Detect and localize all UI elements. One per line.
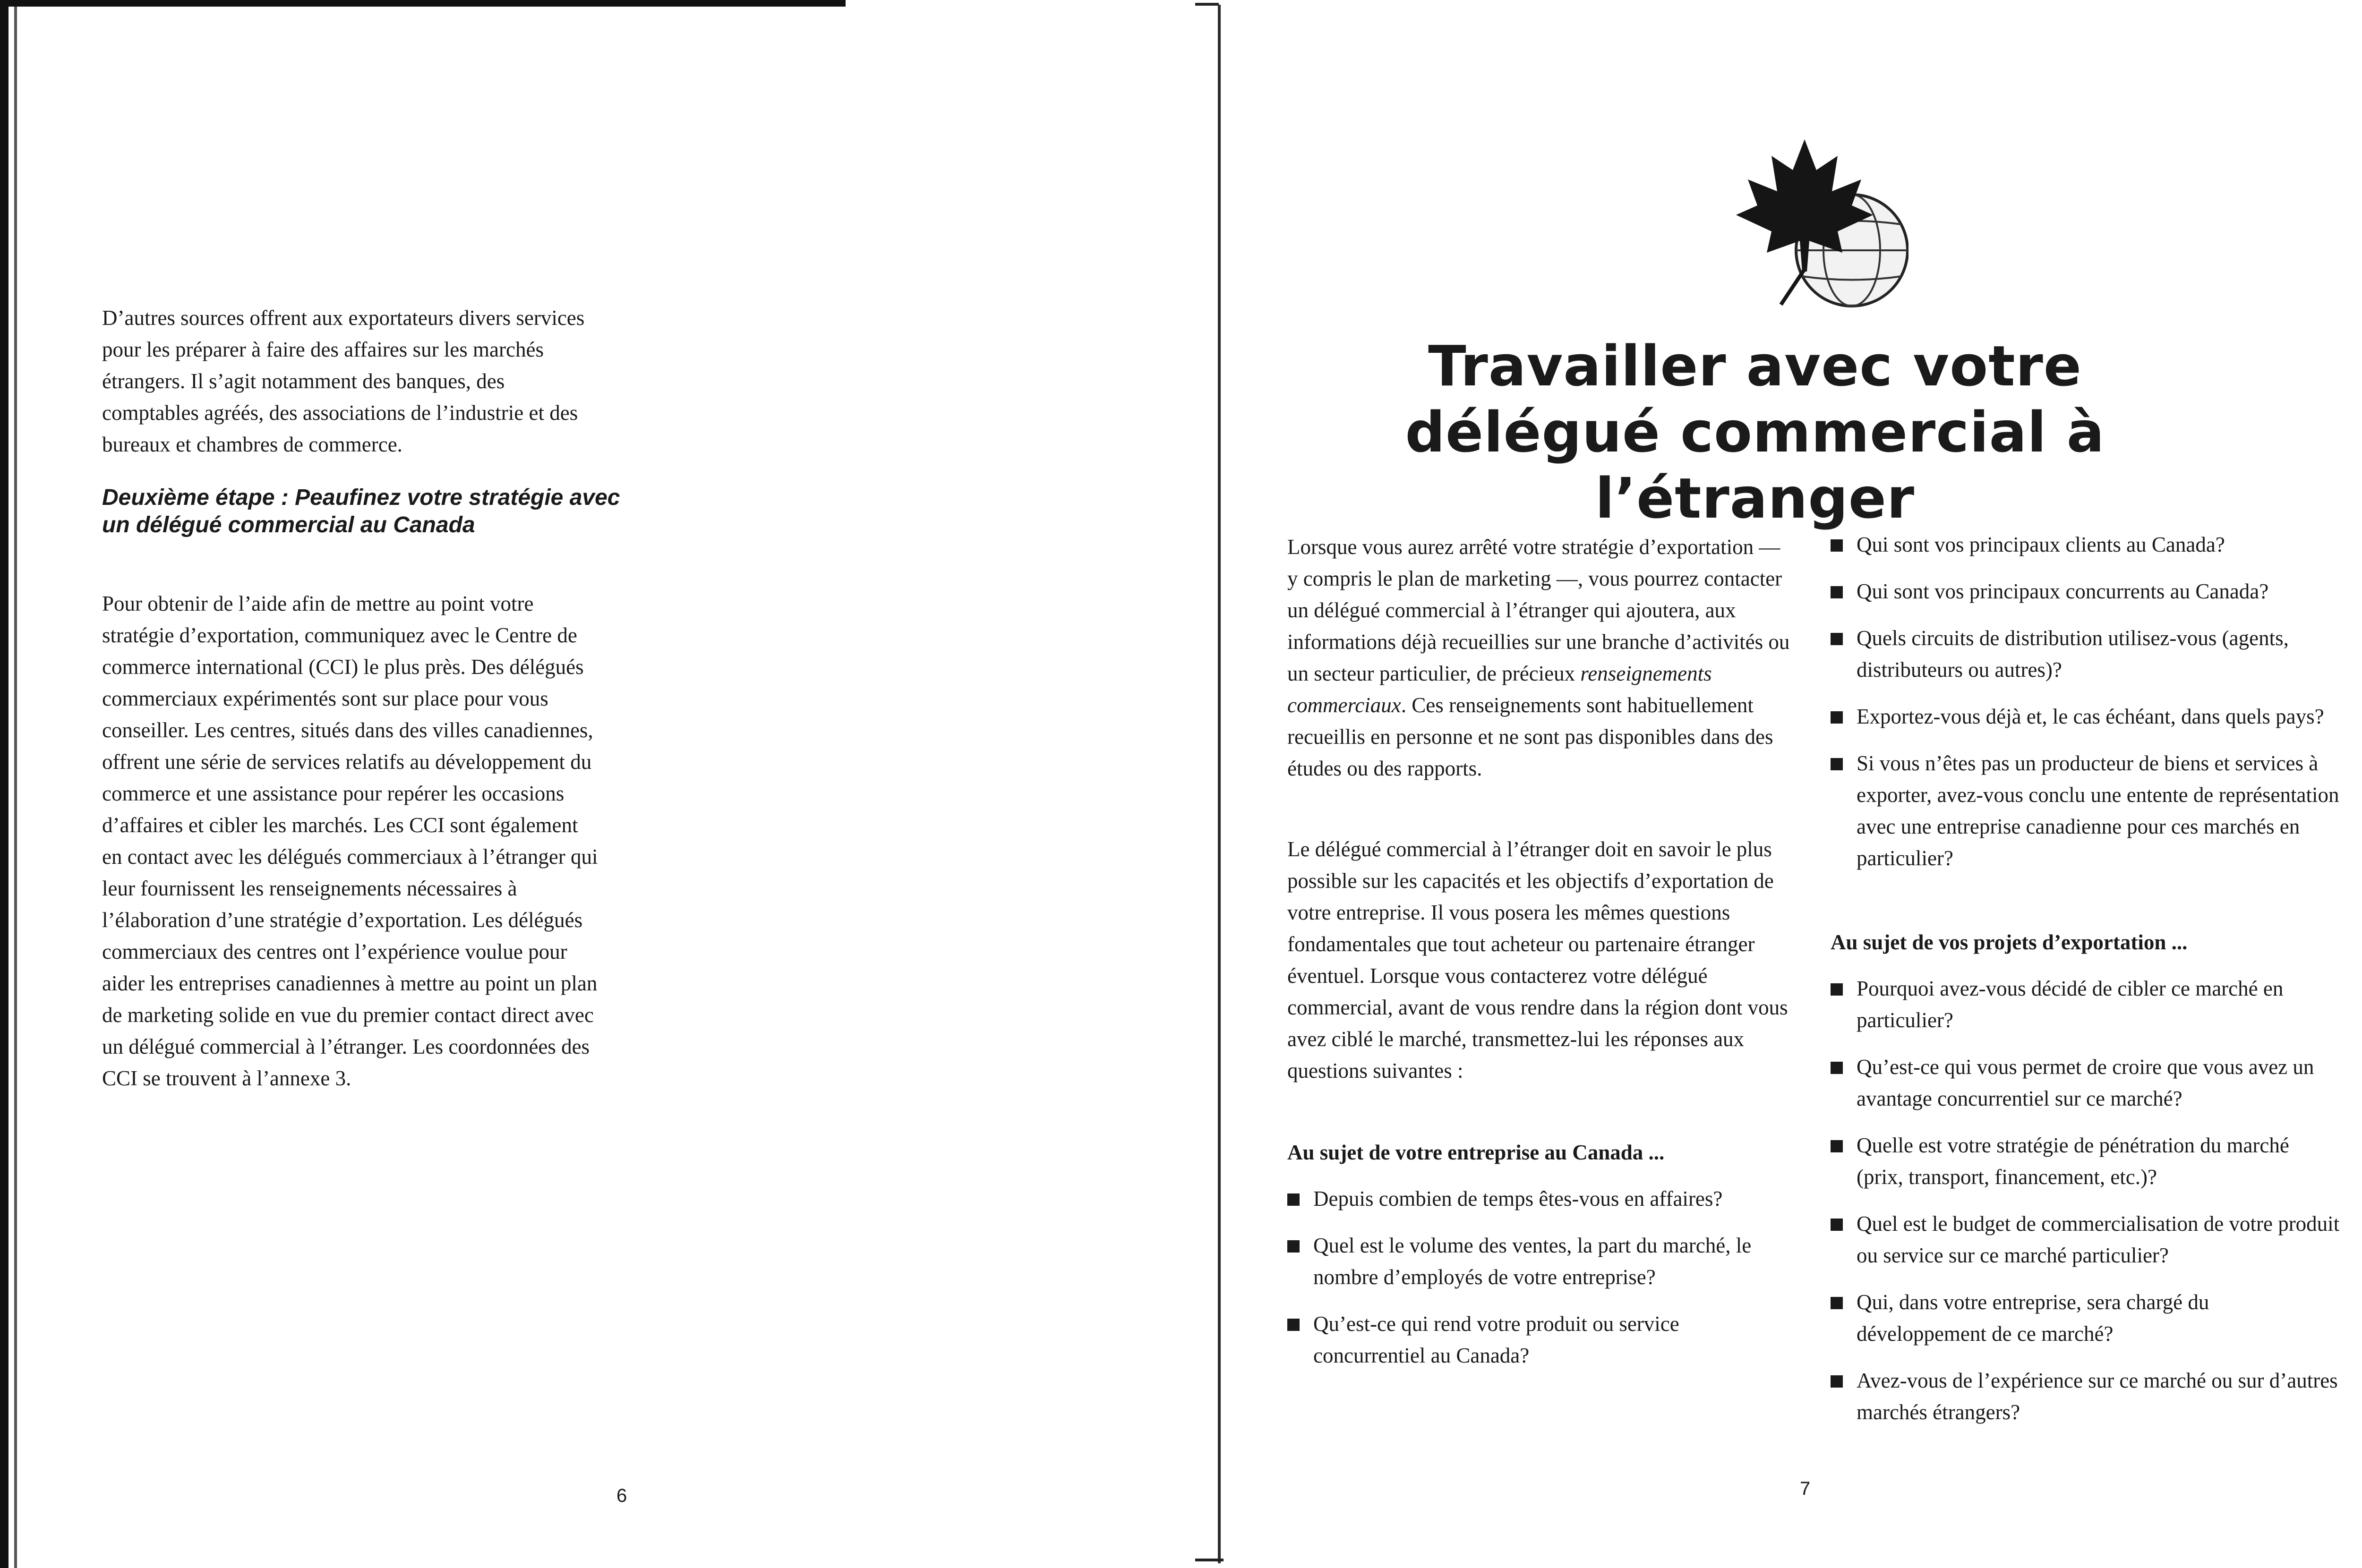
step-heading: Deuxième étape : Peaufinez votre stratégie avec un délégué commercial au Canada: [102, 485, 620, 537]
intro-text-start: Lorsque vous aurez arrêté votre stratégie d’exportation — y compris le plan de marketing —, vous pourrez contacter un délégué commercial à l’étranger qui ajoutera, aux informations déjà recueillies sur une branche d’activités ou un secteur particulier, de précieux: [1287, 535, 1790, 685]
export-plans-list: [1831, 973, 2341, 1443]
gutter-top-mark: [1195, 3, 1219, 6]
page-number-left: 6: [616, 1485, 627, 1506]
list-item-text: Qui sont vos principaux concurrents au Canada?: [1857, 579, 2269, 603]
bullet-square-icon: [1831, 1062, 1843, 1074]
company-questions-heading: Au sujet de votre entreprise au Canada ...: [1287, 1141, 1665, 1164]
list-item: [1831, 973, 2341, 1036]
list-item: [1831, 1287, 2341, 1350]
list-item-text: Qui, dans votre entreprise, sera chargé du développement de ce marché?: [1857, 1290, 2209, 1346]
list-item-text: Qu’est-ce qui rend votre produit ou service concurrentiel au Canada?: [1313, 1312, 1679, 1367]
list-item: [1287, 1183, 1790, 1215]
bullet-square-icon: [1831, 1375, 1843, 1388]
list-item-text: Quel est le budget de commercialisation de votre produit ou service sur ce marché particulier?: [1857, 1212, 2340, 1267]
export-plans-heading: Au sujet de vos projets d’exportation ...: [1831, 930, 2188, 954]
intro-text-emphasis: renseignements commerciaux: [1287, 662, 1712, 717]
list-item-text: Qui sont vos principaux clients au Canada?: [1857, 533, 2225, 556]
list-item: [1287, 1230, 1790, 1293]
page-gutter: [1218, 5, 1221, 1563]
list-item-text: Depuis combien de temps êtes-vous en affaires?: [1313, 1187, 1723, 1210]
list-item-text: Pourquoi avez-vous décidé de cibler ce marché en particulier?: [1857, 977, 2284, 1032]
list-item-text: Quels circuits de distribution utilisez-vous (agents, distributeurs ou autres)?: [1857, 626, 2289, 682]
questions-intro-paragraph: Le délégué commercial à l’étranger doit en savoir le plus possible sur les capacités et les objectifs d’exportation de votre entreprise. Il vous posera les mêmes questions fondamentales que tout acheteur ou partenaire étranger éventuel. Lorsque vous contacterez votre délégué commercial, avant de vous rendre dans la région dont vous avez ciblé le marché, transmettez-lui les réponses aux questions suivantes :: [1287, 837, 1788, 1082]
body-paragraph: Pour obtenir de l’aide afin de mettre au point votre stratégie d’exportation, communiquez avec le Centre de commerce international (CCI) le plus près. Des délégués commerciaux expérimentés sont sur place pour vous conseiller. Les centres, situés dans des villes canadiennes, offrent une série de services relatifs au développement du commerce et une assistance pour repérer les occasions d’affaires et cibler les marchés. Les CCI sont également en contact avec les délégués commerciaux à l’étranger qui leur fournissent les renseignements nécessaires à l’élaboration d’une stratégie d’exportation. Les délégués commerciaux des centres ont l’expérience voulue pour aider les entreprises canadiennes à mettre au point un plan de marketing solide en vue du premier contact direct avec un délégué commercial à l’étranger. Les coordonnées des CCI se trouvent à l’annexe 3.: [102, 592, 598, 1090]
gutter-foot-mark: [1195, 1559, 1224, 1561]
bullet-square-icon: [1831, 983, 1843, 996]
list-item-text: Quelle est votre stratégie de pénétration du marché (prix, transport, financement, etc.)?: [1857, 1133, 2289, 1189]
intro-paragraph: D’autres sources offrent aux exportateurs divers services pour les préparer à faire des affaires sur les marchés étrangers. Il s’agit notamment des banques, des comptables agréés, des associations de l’industrie et des bureaux et chambres de commerce.: [102, 306, 585, 456]
list-item: [1831, 701, 2341, 733]
company-questions-list: [1287, 1183, 1790, 1387]
list-item-text: Avez-vous de l’expérience sur ce marché ou sur d’autres marchés étrangers?: [1857, 1369, 2338, 1424]
list-item: [1831, 622, 2341, 686]
bullet-square-icon: [1831, 1140, 1843, 1152]
bullet-square-icon: [1287, 1193, 1300, 1206]
bullet-square-icon: [1831, 1219, 1843, 1231]
list-item: [1831, 1365, 2341, 1428]
list-item: [1831, 529, 2341, 561]
list-item-text: Exportez-vous déjà et, le cas échéant, dans quels pays?: [1857, 705, 2324, 728]
page-edge-inner: [14, 0, 17, 1568]
bullet-square-icon: [1831, 539, 1843, 552]
list-item: [1831, 748, 2341, 874]
bullet-square-icon: [1831, 586, 1843, 598]
bullet-square-icon: [1831, 758, 1843, 770]
list-item: [1831, 1051, 2341, 1115]
bullet-square-icon: [1831, 1297, 1843, 1309]
list-item-text: Quel est le volume des ventes, la part du marché, le nombre d’employés de votre entreprise?: [1313, 1234, 1752, 1289]
maple-leaf-globe-icon: [1710, 135, 1908, 314]
bullet-square-icon: [1287, 1240, 1300, 1253]
bullet-square-icon: [1831, 711, 1843, 724]
list-item-text: Si vous n’êtes pas un producteur de biens et services à exporter, avez-vous conclu une entente de représentation avec une entreprise canadienne pour ces marchés en particulier?: [1857, 751, 2339, 870]
page-number-right: 7: [1800, 1478, 1811, 1499]
list-item-text: Qu’est-ce qui vous permet de croire que vous avez un avantage concurrentiel sur ce marché?: [1857, 1055, 2314, 1110]
list-item: [1831, 1130, 2341, 1193]
top-rule: [0, 0, 846, 7]
intro-paragraph-right: [1287, 531, 1790, 784]
list-item: [1287, 1308, 1790, 1372]
list-item: [1831, 1208, 2341, 1271]
page-edge: [0, 0, 9, 1568]
intro-text-end: . Ces renseignements sont habituellement recueillis en personne et ne sont pas disponibles dans des études ou des rapports.: [1287, 693, 1773, 780]
page-title: Travailler avec votre délégué commercial à l’étranger: [1405, 333, 2105, 531]
list-item: [1831, 576, 2341, 607]
bullet-square-icon: [1831, 633, 1843, 645]
market-questions-list: [1831, 529, 2341, 889]
bullet-square-icon: [1287, 1319, 1300, 1331]
